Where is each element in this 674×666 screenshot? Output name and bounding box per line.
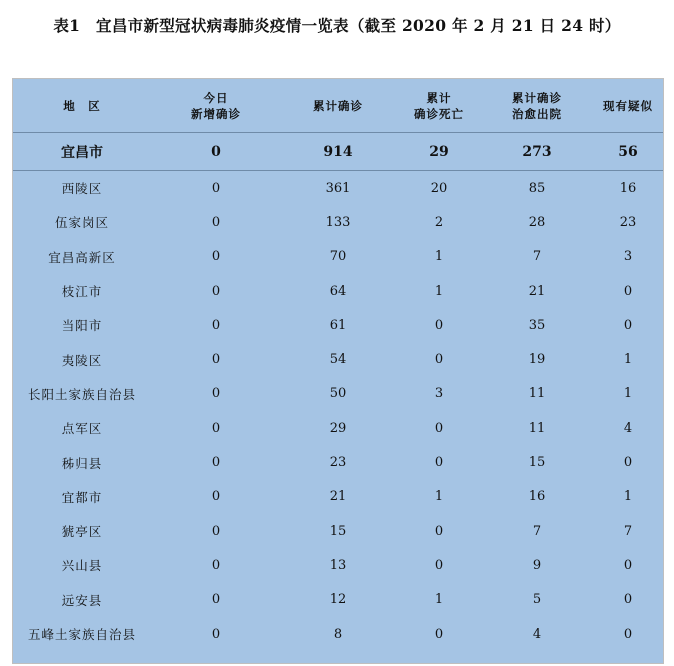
cell-confirmed: 54 — [329, 352, 347, 368]
table-row — [12, 377, 664, 411]
cell-district: 长阳土家族自治县 — [27, 386, 136, 402]
table-row — [12, 171, 664, 205]
cell-new-confirmed: 0 — [211, 557, 221, 573]
cell-suspected: 4 — [623, 420, 633, 436]
cell-confirmed: 70 — [329, 249, 347, 265]
table-row — [12, 583, 664, 617]
cell-confirmed: 12 — [329, 592, 347, 608]
cell-deaths: 1 — [434, 283, 444, 299]
cell-suspected: 0 — [623, 557, 633, 573]
cell-suspected: 23 — [619, 214, 637, 230]
cell-suspected: 1 — [623, 352, 633, 368]
cell-new-confirmed: 0 — [211, 523, 221, 539]
table-row — [12, 480, 664, 514]
cell-district: 兴山县 — [61, 558, 103, 574]
cell-confirmed: 15 — [329, 523, 347, 539]
cell-district: 猇亭区 — [61, 524, 103, 540]
cell-new-confirmed: 0 — [211, 283, 221, 299]
cell-recovered: 11 — [528, 420, 546, 436]
total-deaths: 29 — [429, 143, 449, 160]
cell-deaths: 3 — [434, 386, 444, 402]
cell-district: 伍家岗区 — [54, 215, 109, 231]
cell-recovered: 9 — [532, 557, 542, 573]
cell-new-confirmed: 0 — [211, 317, 221, 333]
cell-suspected: 1 — [623, 489, 633, 505]
table-row — [12, 411, 664, 445]
table-row — [12, 514, 664, 548]
cell-deaths: 0 — [434, 317, 444, 333]
cell-district: 宜昌高新区 — [48, 249, 116, 265]
total-district: 宜昌市 — [61, 144, 103, 161]
cell-district: 夷陵区 — [61, 352, 103, 368]
table-row — [12, 343, 664, 377]
table-row — [12, 445, 664, 479]
header-suspected: 现有疑似 — [603, 98, 653, 113]
cell-new-confirmed: 0 — [211, 420, 221, 436]
cell-deaths: 0 — [434, 557, 444, 573]
cell-district: 当阳市 — [61, 318, 103, 334]
cell-suspected: 0 — [623, 592, 633, 608]
cell-recovered: 16 — [528, 489, 546, 505]
table-row — [12, 617, 664, 651]
cell-suspected: 16 — [619, 180, 637, 196]
cell-new-confirmed: 0 — [211, 214, 221, 230]
total-confirmed: 914 — [323, 143, 353, 160]
header-district: 地 区 — [63, 98, 101, 113]
cell-suspected: 3 — [623, 249, 633, 265]
table-row — [12, 274, 664, 308]
cell-confirmed: 361 — [325, 180, 351, 196]
table-row — [12, 205, 664, 239]
cell-recovered: 85 — [528, 180, 546, 196]
table-bottom-rule — [12, 663, 664, 664]
cell-suspected: 0 — [623, 283, 633, 299]
cell-recovered: 28 — [528, 214, 546, 230]
header-new-confirmed: 今日 新增确诊 — [191, 90, 241, 121]
cell-new-confirmed: 0 — [211, 352, 221, 368]
cell-suspected: 0 — [623, 317, 633, 333]
cell-new-confirmed: 0 — [211, 180, 221, 196]
cell-confirmed: 23 — [329, 455, 347, 471]
cell-confirmed: 61 — [329, 317, 347, 333]
cell-recovered: 35 — [528, 317, 546, 333]
cell-recovered: 11 — [528, 386, 546, 402]
total-row — [12, 133, 664, 170]
cell-district: 点军区 — [61, 421, 103, 437]
cell-confirmed: 13 — [329, 557, 347, 573]
cell-confirmed: 21 — [329, 489, 347, 505]
cell-district: 秭归县 — [61, 455, 103, 471]
cell-new-confirmed: 0 — [211, 626, 221, 642]
cell-confirmed: 29 — [329, 420, 347, 436]
cell-deaths: 0 — [434, 352, 444, 368]
total-suspected: 56 — [618, 143, 638, 160]
table-row — [12, 548, 664, 582]
cell-new-confirmed: 0 — [211, 249, 221, 265]
cell-deaths: 0 — [434, 420, 444, 436]
cell-district: 五峰土家族自治县 — [27, 627, 136, 643]
cell-recovered: 15 — [528, 455, 546, 471]
cell-recovered: 4 — [532, 626, 542, 642]
cell-confirmed: 133 — [325, 214, 351, 230]
cell-new-confirmed: 0 — [211, 489, 221, 505]
header-total-recovered: 累计确诊 治愈出院 — [512, 90, 562, 121]
cell-deaths: 1 — [434, 592, 444, 608]
total-recovered: 273 — [522, 143, 552, 160]
cell-confirmed: 8 — [333, 626, 343, 642]
cell-recovered: 19 — [528, 352, 546, 368]
cell-deaths: 1 — [434, 489, 444, 505]
cell-district: 枝江市 — [61, 284, 103, 300]
cell-new-confirmed: 0 — [211, 455, 221, 471]
table-header — [12, 79, 664, 132]
cell-suspected: 0 — [623, 626, 633, 642]
cell-new-confirmed: 0 — [211, 592, 221, 608]
cell-district: 宜都市 — [61, 489, 103, 505]
cell-suspected: 0 — [623, 455, 633, 471]
header-total-confirmed: 累计确诊 — [313, 98, 363, 113]
total-new-confirmed: 0 — [211, 143, 221, 160]
cell-recovered: 5 — [532, 592, 542, 608]
header-total-deaths: 累计 确诊死亡 — [414, 90, 464, 121]
cell-deaths: 2 — [434, 214, 444, 230]
cell-deaths: 0 — [434, 523, 444, 539]
table-row — [12, 240, 664, 274]
cell-district: 西陵区 — [61, 181, 103, 197]
cell-recovered: 7 — [532, 249, 542, 265]
cell-district: 远安县 — [61, 592, 103, 608]
cell-deaths: 0 — [434, 626, 444, 642]
cell-deaths: 1 — [434, 249, 444, 265]
cell-new-confirmed: 0 — [211, 386, 221, 402]
cell-suspected: 7 — [623, 523, 633, 539]
cell-deaths: 20 — [430, 180, 448, 196]
table-title: 表1 宜昌市新型冠状病毒肺炎疫情一览表（截至 2020 年 2 月 21 日 24 时） — [53, 16, 621, 35]
cell-recovered: 7 — [532, 523, 542, 539]
cell-confirmed: 64 — [329, 283, 347, 299]
cell-confirmed: 50 — [329, 386, 347, 402]
cell-suspected: 1 — [623, 386, 633, 402]
cell-recovered: 21 — [528, 283, 546, 299]
cell-deaths: 0 — [434, 455, 444, 471]
table-row — [12, 308, 664, 342]
